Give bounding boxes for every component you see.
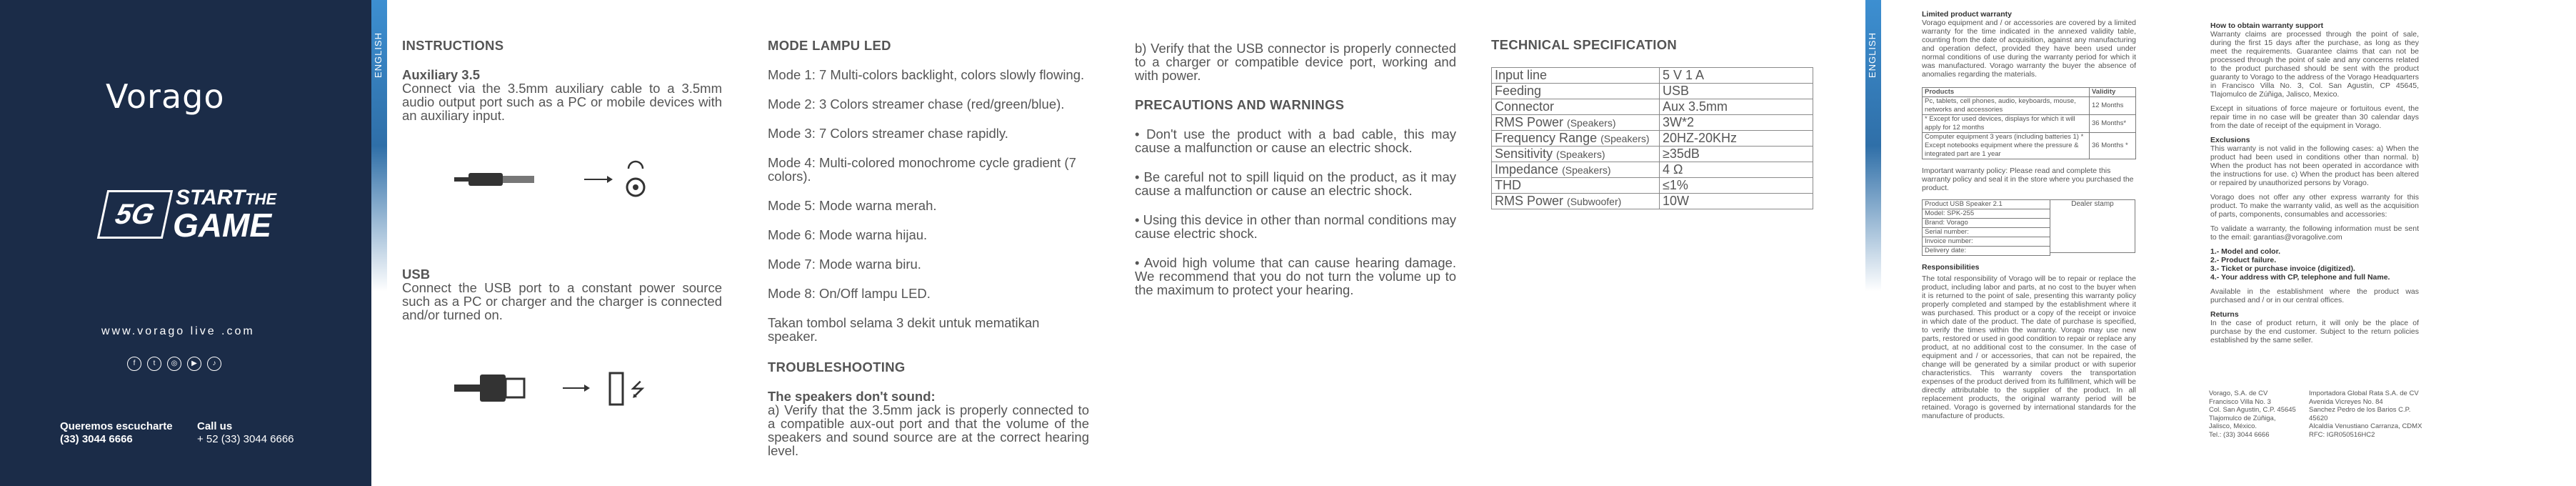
aux-text: Connect via the 3.5mm auxiliary cable to a 3.5mm audio output port such as a PC or mobile devices with an auxiliary input. [402,81,722,123]
5g-text: 5G [112,199,158,230]
validity-value-cell: 36 Months * [2090,133,2136,159]
validity-header-products: Products [1923,88,2090,97]
validity-product-cell: * Except for used devices, displays for which it will apply for 12 months [1923,115,2090,133]
language-strip-2 [1865,0,1881,486]
address-line: Jalisco, México. [2209,422,2257,430]
social-icons-row [127,357,221,371]
form-row: Brand: Vorago [1923,219,2050,228]
requirement-item: 1.- Model and color. [2210,247,2281,256]
except-text: Except in situations of force majeure or fortuitous event, the repair time in no case will be greater than 30 calendar days from the date of receipt of the equipment in Vorago. [2210,104,2419,130]
form-row: Delivery date: [1923,247,2050,256]
instagram-icon[interactable]: ◎ [167,357,181,371]
brand-name: Vorago [106,77,225,116]
usb-cable-illustration [454,364,653,412]
usb-plug-tip [506,379,524,397]
headphone-icon [628,162,643,169]
spec-row [1492,178,1813,194]
returns-title: Returns [2210,310,2239,319]
spacer [2146,207,2147,208]
dealer-stamp-label: Dealer stamp [2071,200,2114,208]
spec-value: 10W [1660,194,1813,209]
spec-label-text: Impedance [1495,162,1563,177]
spec-row [1492,115,1813,131]
spec-label-text: RMS Power [1495,115,1568,129]
mode-item: Mode 5: Mode warna merah. [768,198,937,213]
facebook-icon[interactable]: f [127,357,141,371]
troubleshooting-subtitle: The speakers don't sound: [768,389,936,404]
form-row: Serial number: [1923,228,2050,237]
brand-logo [106,77,224,116]
mode-item: Mode 2: 3 Colors streamer chase (red/green/blue). [768,96,1065,111]
company1-address [2209,390,2302,439]
exclusions-text: This warranty is not valid in the following cases: a) When the product had been used in conditions other than normal. b) When the product has not been operated in accordance with the instructions for use. c) When the product has been altered or repaired by unauthorized persons by Vorago. [2210,144,2419,187]
aux-port-hole [633,184,638,190]
company-addresses [2209,390,2423,439]
spec-label-text: Feeding [1495,84,1542,98]
spec-label-qualifier: (Speakers) [1556,149,1605,160]
hold-note: Takan tombol selama 3 dekit untuk mematikan speaker. [768,315,1040,344]
precaution-item: • Using this device in other than normal conditions may cause electric shock. [1135,212,1456,241]
precaution-item: • Avoid high volume that can cause hearing damage. We recommend that you do not turn the volume up to the maximum to protect your hearing. [1135,255,1456,297]
spec-label [1492,162,1660,178]
spec-value: Aux 3.5mm [1660,99,1813,115]
address-line: Importadora Global Rata S.A. de CV [2309,390,2419,397]
address-line: Francisco Villa No. 3 [2209,397,2271,406]
warranty-form [1922,199,2136,256]
spec-row [1492,131,1813,147]
validity-header-validity: Validity [2090,88,2136,97]
spec-value: 5 V 1 A [1660,68,1813,84]
troubleshooting-a: a) Verify that the 3.5mm jack is properly connected to a compatible aux-out port and that the volume of the speakers and sound source are at the correct hearing level. [768,402,1089,458]
warranty-intro: Vorago equipment and / or accessories are covered by a limited warranty for the time indicated in the annexed validity table, counting from the date of acquisition, against any manufacturing and operation defect, provided they have been used under normal conditions of use during the warranty period for which it was manufactured. Vorago warranty the buyer the absence of anomalies regarding the materials. [1922,19,2136,79]
form-row: Model: SPK-255 [1923,209,2050,219]
spec-row [1492,162,1813,178]
game-word: GAME [173,207,271,244]
cover-panel [0,0,371,486]
troubleshooting-heading: TROUBLESHOOTING [768,359,906,375]
address-line: Tlajomulco de Zúñiga, [2209,414,2276,422]
spec-row [1492,194,1813,209]
tiktok-icon[interactable]: ♪ [207,357,221,371]
validity-value-cell: 36 Months* [2090,115,2136,133]
requirement-item: 2.- Product failure. [2210,256,2277,264]
dealer-stamp-box [2050,199,2135,253]
spec-label-text: RMS Power [1495,194,1568,208]
mode-item: Mode 6: Mode warna hijau. [768,227,928,242]
form-row: Product USB Speaker 2.1 [1923,200,2050,209]
spec-label-text: THD [1495,178,1521,192]
instructions-column [402,39,722,122]
contact1-title: Queremos escucharte [60,420,173,432]
spec-row [1492,68,1813,84]
mode-item: Mode 1: 7 Multi-colors backlight, colors slowly flowing. [768,67,1085,82]
the-word: THE [245,190,277,208]
aux-cable-illustration [454,159,653,202]
start-word: START [176,186,246,209]
warranty-left-column [1922,10,2136,420]
spec-label-qualifier: (Speakers) [1600,133,1650,144]
warranty-title: Limited product warranty [1922,10,2013,19]
spec-value: 20HZ-20KHz [1660,131,1813,147]
modes-heading: MODE LAMPU LED [768,38,891,53]
spec-label-text: Frequency Range [1495,131,1601,145]
precautions-heading: PRECAUTIONS AND WARNINGS [1135,97,1345,112]
spec-label [1492,194,1660,209]
mode-item: Mode 3: 7 Colors streamer chase rapidly. [768,126,1008,141]
form-row: Invoice number: [1923,237,2050,247]
game-text [173,209,271,242]
arrow-head [607,176,613,183]
language-strip [371,0,387,486]
precautions-column [1135,41,1456,312]
spec-table [1491,67,1813,209]
spec-row [1492,99,1813,115]
validity-value-cell: 12 Months [2090,97,2136,115]
instructions-heading: INSTRUCTIONS [402,38,504,53]
address-line: Col. San Agustin, C.P. 45645 [2209,406,2296,414]
troubleshooting-b: b) Verify that the USB connector is properly connected to a charger or compatible device port, working and with power. [1135,41,1456,83]
spec-label-qualifier: (Subwoofer) [1567,196,1622,207]
spec-value: 3W*2 [1660,115,1813,131]
spec-value: 4 Ω [1660,162,1813,178]
address-line: Tel.: (33) 3044 6666 [2209,430,2270,439]
mode-item: Mode 4: Multi-colored monochrome cycle gradient (7 colors). [768,155,1076,184]
5g-badge [97,190,173,239]
website-text: www.vorago live .com [101,325,255,337]
howto-text: Warranty claims are processed through the point of sale, during the first 15 days after the purchase, as long as they meet the requirements. Guarantee claims that can not be processed through the point of sale and any concerns related to the product purchased should be sent with the product guaranty to Vorago to the address of the Vorago Headquarters in Francisco Villa No. 3, Col. San Agustin, CP 45645, Tlajomulco de Zúñiga, Jalisco, Mexico. [2210,30,2419,99]
language-label: ENGLISH [1867,32,1878,79]
spec-value: ≤1% [1660,178,1813,194]
nooffer-text: Vorago does not offer any other express warranty for this product. To make the warranty valid, as well as the acquisition of parts, components, consumables and accessories: [2210,193,2419,219]
precaution-item: • Don't use the product with a bad cable, this may cause a malfunction or cause an electric shock. [1135,127,1456,155]
requirements-list [2210,247,2419,282]
tech-spec-section [1491,37,1813,209]
usb-section [402,267,722,322]
usb-plug-body [480,375,506,402]
validity-product-cell: Computer equipment 3 years (including batteries 1) * Except notebooks equipment where the pressure & integrated part are 1 year [1923,133,2090,159]
usb-cable [454,385,480,392]
arrow-head [584,385,590,392]
address-line: RFC: IGR050516HC2 [2309,430,2375,439]
spec-row [1492,84,1813,99]
address-line: Avenida Vicreyes No. 84 [2309,397,2383,406]
responsibilities-text: The total responsibility of Vorago will be to repair or replace the product, including labor and parts, at no cost to the buyer when it is returned to the point of sale, presenting this warranty policy properly completed and stamped by the establishment where it was purchased. This product or a copy of the receipt or invoice in which date of the product. The date of purchase is specified, to verify the times within the warranty. Vorago may use new parts, restored or used in good condition to repair or replace any product, at no additional cost to the consumer. In the case of equipment and / or accessories, that can not be repaired, the change will be generated by a similar product or with superior characteristics. This warranty covers the transportation expenses of the product derived from its fulfillment, which will be directly attributable to the supplier of the product. In all replacement products, the original warranty period will be retained. Vorago is governed by international standards for the manufacture of products. [1922,274,2136,420]
spec-label-text: Sensitivity [1495,147,1557,161]
howto-title: How to obtain warranty support [2210,21,2324,30]
aux-plug-tip [454,177,468,182]
contact2-title: Call us [197,420,233,432]
spec-label [1492,68,1660,84]
contact2-phone: + 52 (33) 3044 6666 [197,433,294,445]
spec-label-qualifier: (Speakers) [1567,117,1616,129]
youtube-icon[interactable]: ▶ [187,357,201,371]
mode-item: Mode 8: On/Off lampu LED. [768,286,931,301]
spec-value: ≥35dB [1660,147,1813,162]
contact1-phone: (33) 3044 6666 [60,433,133,445]
spec-label-text: Input line [1495,68,1548,82]
spec-label [1492,84,1660,99]
usb-title: USB [402,267,431,282]
spec-label [1492,99,1660,115]
spec-label [1492,178,1660,194]
validate-text: To validate a warranty, the following information must be sent to the email: garantias@voragolive.com [2210,224,2419,242]
spec-label [1492,115,1660,131]
warranty-note: Important warranty policy: Please read and complete this warranty policy and seal it in the store where you purchased the product. [1922,167,2134,192]
address-line: Alcaldía Venustiano Carranza, CDMX [2309,422,2422,430]
aux-cable [503,176,534,183]
requirement-item: 3.- Ticket or purchase invoice (digitized). [2210,264,2355,273]
spec-label [1492,147,1660,162]
warranty-right-column [2210,21,2419,350]
spec-label-text: Connector [1495,99,1555,114]
product-form-table [1922,199,2050,256]
spec-value: USB [1660,84,1813,99]
exclusions-title: Exclusions [2210,136,2250,144]
address-line: Vorago, S.A. de CV [2209,390,2268,397]
company2-address [2309,390,2423,439]
start-the-text [176,187,276,209]
spec-label [1492,131,1660,147]
aux-plug-body [468,173,503,186]
usb-symbol-icon: ⭍ [630,380,646,401]
led-modes-column [768,39,1089,359]
validity-table [1922,87,2136,159]
returns-text: In the case of product return, it will only be the place of purchase by the end customer. Subject to the return policies established by the same seller. [2210,319,2419,344]
address-line: Sanchez Pedro de los Barios C.P. 45620 [2309,406,2411,422]
usb-text: Connect the USB port to a constant power source such as a PC or charger and the charger is connected and/or turned on. [402,280,722,322]
spec-label-qualifier: (Speakers) [1562,164,1611,176]
mode-item: Mode 7: Mode warna biru. [768,257,921,272]
tech-heading: TECHNICAL SPECIFICATION [1491,37,1678,52]
spec-row [1492,147,1813,162]
troubleshooting-section [768,360,1089,457]
language-label: ENGLISH [373,32,384,79]
usb-port-icon [610,373,623,405]
aux-title: Auxiliary 3.5 [402,67,481,82]
responsibilities-title: Responsibilities [1922,263,1980,272]
twitter-icon[interactable]: t [147,357,161,371]
available-text: Available in the establishment where the product was purchased and / or in our central offices. [2210,287,2419,304]
requirement-item: 4.- Your address with CP, telephone and full Name. [2210,273,2390,282]
precaution-item: • Be careful not to spill liquid on the product, as it may cause a malfunction or cause an electric shock. [1135,169,1456,198]
validity-product-cell: Pc, tablets, cell phones, audio, keyboards, mouse, networks and accessories [1923,97,2090,115]
